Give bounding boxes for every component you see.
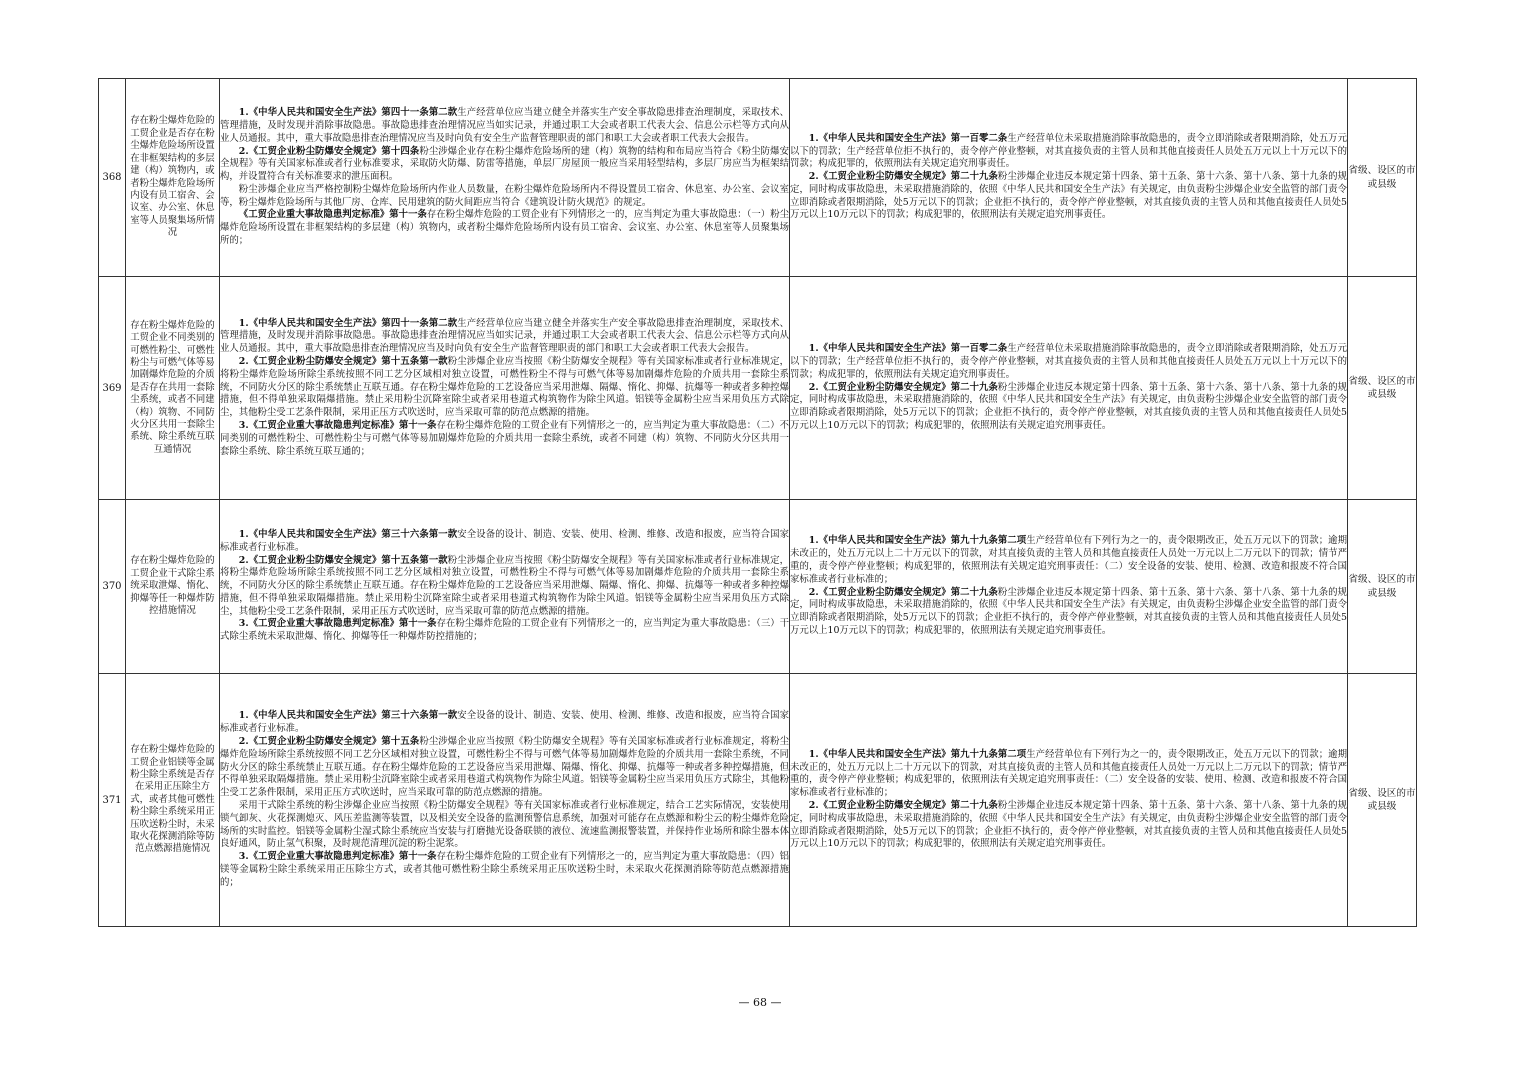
page-number: — 68 — bbox=[738, 996, 782, 1009]
legal-basis-paragraph: 2.《工贸企业粉尘防爆安全规定》第十五条粉尘涉爆企业应当按照《粉尘防爆安全规程》等有关国家标准或者行业标准规定，将粉尘爆炸危险场所除尘系统按照不同工艺分区域相对独立设置，可燃性粉尘不得与可燃气体等易加剧爆炸危险的介质共用一套除尘系统，不同防火分区的除尘系统禁止互联互通。存在粉尘爆炸危险的工艺设备应当采用泄爆、隔爆、惰化、抑爆、抗爆等一种或者多种控爆措施，但不得单独采取隔爆措施。禁止采用粉尘沉降室除尘或者采用巷道式构筑物作为除尘风道。铝镁等金属粉尘应当采用负压方式除尘，其他粉尘受工艺条件限制，采用正压方式吹送时，应当采取可靠的防范点燃源的措施。 bbox=[220, 736, 789, 799]
legal-basis-paragraph: 采用干式除尘系统的粉尘涉爆企业应当按照《粉尘防爆安全规程》等有关国家标准或者行业标准规定，结合工艺实际情况，安装使用锁气卸灰、火花探测熄灭、风压差监测等装置，以及相关安全设备的监测预警信息系统，加强对可能存在点燃源和粉尘云的粉尘爆炸危险场所的实时监控。铝镁等金属粉尘湿式除尘系统应当安装与打磨抛光设备联锁的液位、流速监测报警装置，并保持作业场所和除尘器本体良好通风，防止氢气积聚，及时规范清理沉淀的粉尘泥浆。 bbox=[220, 800, 789, 850]
penalty-paragraph: 1.《中华人民共和国安全生产法》第九十九条第二项生产经营单位有下列行为之一的，责令限期改正，处五万元以下的罚款；逾期未改正的，处五万元以上二十万元以下的罚款，对其直接负责的主管人员和其他直接责任人员处一万元以上二万元以下的罚款；情节严重的，责令停产停业整顿；构成犯罪的，依照刑法有关规定追究刑事责任：（二）安全设备的安装、使用、检测、改造和报废不符合国家标准或者行业标准的； bbox=[790, 535, 1347, 585]
table-row bbox=[99, 674, 1417, 927]
penalty-basis-cell bbox=[790, 674, 1348, 927]
legal-basis-cell bbox=[220, 79, 790, 277]
enforcement-level: 省级、设区的市或县级 bbox=[1348, 277, 1417, 500]
row-number: 369 bbox=[99, 277, 126, 500]
penalty-basis-cell bbox=[790, 500, 1348, 674]
penalty-basis-cell bbox=[790, 79, 1348, 277]
legal-basis-paragraph: 2.《工贸企业粉尘防爆安全规定》第十五条第一款粉尘涉爆企业应当按照《粉尘防爆安全规程》等有关国家标准或者行业标准规定，将粉尘爆炸危险场所除尘系统按照不同工艺分区域相对独立设置，可燃性粉尘不得与可燃气体等易加剧爆炸危险的介质共用一套除尘系统，不同防火分区的除尘系统禁止互联互通。存在粉尘爆炸危险的工艺设备应当采用泄爆、隔爆、惰化、抑爆、抗爆等一种或者多种控爆措施，但不得单独采取隔爆措施。禁止采用粉尘沉降室除尘或者采用巷道式构筑物作为除尘风道。铝镁等金属粉尘应当采用负压方式除尘，其他粉尘受工艺条件限制，采用正压方式吹送时，应当采取可靠的防范点燃源的措施。 bbox=[220, 554, 789, 617]
legal-basis-paragraph: 3.《工贸企业重大事故隐患判定标准》第十一条存在粉尘爆炸危险的工贸企业有下列情形之一的，应当判定为重大事故隐患：（二）不同类别的可燃性粉尘、可燃性粉尘与可燃气体等易加剧爆炸危险的介质共用一套除尘系统，或者不同建（构）筑物、不同防火分区共用一套除尘系统、除尘系统互联互通的； bbox=[220, 419, 789, 457]
table-row bbox=[99, 500, 1417, 674]
penalty-paragraph: 2.《工贸企业粉尘防爆安全规定》第二十九条粉尘涉爆企业违反本规定第十四条、第十五条、第十六条、第十八条、第十九条的规定，同时构成事故隐患，未采取措施消除的，依照《中华人民共和国安全生产法》有关规定，由负责粉尘涉爆企业安全监管的部门责令立即消除或者限期消除，处5万元以下的罚款；企业拒不执行的，责令停产停业整顿，对其直接负责的主管人员和其他直接责任人员处5万元以上10万元以下的罚款；构成犯罪的，依照刑法有关规定追究刑事责任。 bbox=[790, 171, 1347, 221]
legal-basis-paragraph: 2.《工贸企业粉尘防爆安全规定》第十五条第一款粉尘涉爆企业应当按照《粉尘防爆安全规程》等有关国家标准或者行业标准规定，将粉尘爆炸危险场所除尘系统按照不同工艺分区域相对独立设置，可燃性粉尘不得与可燃气体等易加剧爆炸危险的介质共用一套除尘系统，不同防火分区的除尘系统禁止互联互通。存在粉尘爆炸危险的工艺设备应当采用泄爆、隔爆、惰化、抑爆、抗爆等一种或者多种控爆措施，但不得单独采取隔爆措施。禁止采用粉尘沉降室除尘或者采用巷道式构筑物作为除尘风道。铝镁等金属粉尘应当采用负压方式除尘，其他粉尘受工艺条件限制，采用正压方式吹送时，应当采取可靠的防范点燃源的措施。 bbox=[220, 356, 789, 419]
legal-basis-cell bbox=[220, 500, 790, 674]
check-item-description: 存在粉尘爆炸危险的工贸企业干式除尘系统采取泄爆、惰化、抑爆等任一种爆炸防控措施情况 bbox=[126, 500, 220, 674]
penalty-paragraph: 1.《中华人民共和国安全生产法》第九十九条第二项生产经营单位有下列行为之一的，责令限期改正，处五万元以下的罚款；逾期未改正的，处五万元以上二十万元以下的罚款，对其直接负责的主管人员和其他直接责任人员处一万元以上二万元以下的罚款；情节严重的，责令停产停业整顿；构成犯罪的，依照刑法有关规定追究刑事责任：（二）安全设备的安装、使用、检测、改造和报废不符合国家标准或者行业标准的； bbox=[790, 748, 1347, 799]
table-row bbox=[99, 277, 1417, 500]
legal-basis-cell bbox=[220, 674, 790, 927]
legal-basis-paragraph: 1.《中华人民共和国安全生产法》第三十六条第一款安全设备的设计、制造、安装、使用、检测、维修、改造和报废，应当符合国家标准或者行业标准。 bbox=[220, 528, 789, 553]
table-row bbox=[99, 79, 1417, 277]
check-item-description: 存在粉尘爆炸危险的工贸企业是否存在粉尘爆炸危险场所设置在非框架结构的多层建（构）筑物内，或者粉尘爆炸危险场所内设有员工宿舍、会议室、办公室、休息室等人员聚集场所情况 bbox=[126, 79, 220, 277]
legal-basis-paragraph: 1.《中华人民共和国安全生产法》第三十六条第一款安全设备的设计、制造、安装、使用、检测、维修、改造和报废，应当符合国家标准或者行业标准。 bbox=[220, 710, 789, 735]
enforcement-level: 省级、设区的市或县级 bbox=[1348, 674, 1417, 927]
enforcement-level: 省级、设区的市或县级 bbox=[1348, 79, 1417, 277]
row-number: 370 bbox=[99, 500, 126, 674]
row-number: 371 bbox=[99, 674, 126, 927]
legal-basis-paragraph: 1.《中华人民共和国安全生产法》第四十一条第二款生产经营单位应当建立健全并落实生产安全事故隐患排查治理制度，采取技术、管理措施，及时发现并消除事故隐患。事故隐患排查治理情况应当如实记录，并通过职工大会或者职工代表大会、信息公示栏等方式向从业人员通报。其中，重大事故隐患排查治理情况应当及时向负有安全生产监督管理职责的部门和职工大会或者职工代表大会报告。 bbox=[220, 107, 789, 144]
legal-basis-cell bbox=[220, 277, 790, 500]
check-item-description: 存在粉尘爆炸危险的工贸企业铝镁等金属粉尘除尘系统是否存在采用正压除尘方式，或者其他可燃性粉尘除尘系统采用正压吹送粉尘时，未采取火花探测消除等防范点燃源措施情况 bbox=[126, 674, 220, 927]
regulation-table bbox=[98, 78, 1417, 927]
legal-basis-paragraph: 2.《工贸企业粉尘防爆安全规定》第十四条粉尘涉爆企业存在粉尘爆炸危险场所的建（构）筑物的结构和布局应当符合《粉尘防爆安全规程》等有关国家标准或者行业标准要求，采取防火防爆、防雷等措施，单层厂房屋顶一般应当采用轻型结构，多层厂房应当为框架结构，并设置符合有关标准要求的泄压面积。 bbox=[220, 145, 789, 183]
enforcement-level: 省级、设区的市或县级 bbox=[1348, 500, 1417, 674]
penalty-paragraph: 2.《工贸企业粉尘防爆安全规定》第二十九条粉尘涉爆企业违反本规定第十四条、第十五条、第十六条、第十八条、第十九条的规定，同时构成事故隐患，未采取措施消除的，依照《中华人民共和国安全生产法》有关规定，由负责粉尘涉爆企业安全监管的部门责令立即消除或者限期消除，处5万元以下的罚款；企业拒不执行的，责令停产停业整顿，对其直接负责的主管人员和其他直接责任人员处5万元以上10万元以下的罚款；构成犯罪的，依照刑法有关规定追究刑事责任。 bbox=[790, 800, 1347, 850]
penalty-paragraph: 1.《中华人民共和国安全生产法》第一百零二条生产经营单位未采取措施消除事故隐患的，责令立即消除或者限期消除，处五万元以下的罚款；生产经营单位拒不执行的，责令停产停业整顿，对其直接负责的主管人员和其他直接责任人员处五万元以上十万元以下的罚款；构成犯罪的，依照刑法有关规定追究刑事责任。 bbox=[790, 132, 1347, 170]
check-item-description: 存在粉尘爆炸危险的工贸企业不同类别的可燃性粉尘、可燃性粉尘与可燃气体等易加剧爆炸危险的介质是否存在共用一套除尘系统，或者不同建（构）筑物、不同防火分区共用一套除尘系统、除尘系统互联互通情况 bbox=[126, 277, 220, 500]
legal-basis-paragraph: 《工贸企业重大事故隐患判定标准》第十一条存在粉尘爆炸危险的工贸企业有下列情形之一的，应当判定为重大事故隐患：（一）粉尘爆炸危险场所设置在非框架结构的多层建（构）筑物内，或者粉尘爆炸危险场所内设有员工宿舍、会议室、办公室、休息室等人员聚集场所的； bbox=[220, 209, 789, 247]
penalty-paragraph: 1.《中华人民共和国安全生产法》第一百零二条生产经营单位未采取措施消除事故隐患的，责令立即消除或者限期消除，处五万元以下的罚款；生产经营单位拒不执行的，责令停产停业整顿，对其直接负责的主管人员和其他直接责任人员处五万元以上十万元以下的罚款；构成犯罪的，依照刑法有关规定追究刑事责任。 bbox=[790, 343, 1347, 380]
penalty-paragraph: 2.《工贸企业粉尘防爆安全规定》第二十九条粉尘涉爆企业违反本规定第十四条、第十五条、第十六条、第十八条、第十九条的规定，同时构成事故隐患，未采取措施消除的，依照《中华人民共和国安全生产法》有关规定，由负责粉尘涉爆企业安全监管的部门责令立即消除或者限期消除，处5万元以下的罚款；企业拒不执行的，责令停产停业整顿，对其直接负责的主管人员和其他直接责任人员处5万元以上10万元以下的罚款；构成犯罪的，依照刑法有关规定追究刑事责任。 bbox=[790, 586, 1347, 636]
legal-basis-paragraph: 3.《工贸企业重大事故隐患判定标准》第十一条存在粉尘爆炸危险的工贸企业有下列情形之一的，应当判定为重大事故隐患：（四）铝镁等金属粉尘除尘系统采用正压除尘方式，或者其他可燃性粉尘除尘系统采用正压吹送粉尘时，未采取火花探测消除等防范点燃源措施的； bbox=[220, 851, 789, 888]
penalty-paragraph: 2.《工贸企业粉尘防爆安全规定》第二十九条粉尘涉爆企业违反本规定第十四条、第十五条、第十六条、第十八条、第十九条的规定，同时构成事故隐患，未采取措施消除的，依照《中华人民共和国安全生产法》有关规定，由负责粉尘涉爆企业安全监管的部门责令立即消除或者限期消除，处5万元以下的罚款；企业拒不执行的，责令停产停业整顿，对其直接负责的主管人员和其他直接责任人员处5万元以上10万元以下的罚款；构成犯罪的，依照刑法有关规定追究刑事责任。 bbox=[790, 381, 1347, 431]
legal-basis-paragraph: 3.《工贸企业重大事故隐患判定标准》第十一条存在粉尘爆炸危险的工贸企业有下列情形之一的，应当判定为重大事故隐患：（三）干式除尘系统未采取泄爆、惰化、抑爆等任一种爆炸防控措施的； bbox=[220, 618, 789, 643]
legal-basis-paragraph: 粉尘涉爆企业应当严格控制粉尘爆炸危险场所内作业人员数量，在粉尘爆炸危险场所内不得设置员工宿舍、休息室、办公室、会议室等，粉尘爆炸危险场所与其他厂房、仓库、民用建筑的防火间距应当符合《建筑设计防火规范》的规定。 bbox=[220, 183, 789, 208]
row-number: 368 bbox=[99, 79, 126, 277]
legal-basis-paragraph: 1.《中华人民共和国安全生产法》第四十一条第二款生产经营单位应当建立健全并落实生产安全事故隐患排查治理制度，采取技术、管理措施，及时发现并消除事故隐患。事故隐患排查治理情况应当如实记录，并通过职工大会或者职工代表大会、信息公示栏等方式向从业人员通报。其中，重大事故隐患排查治理情况应当及时向负有安全生产监督管理职责的部门和职工大会或者职工代表大会报告。 bbox=[220, 317, 789, 355]
penalty-basis-cell bbox=[790, 277, 1348, 500]
